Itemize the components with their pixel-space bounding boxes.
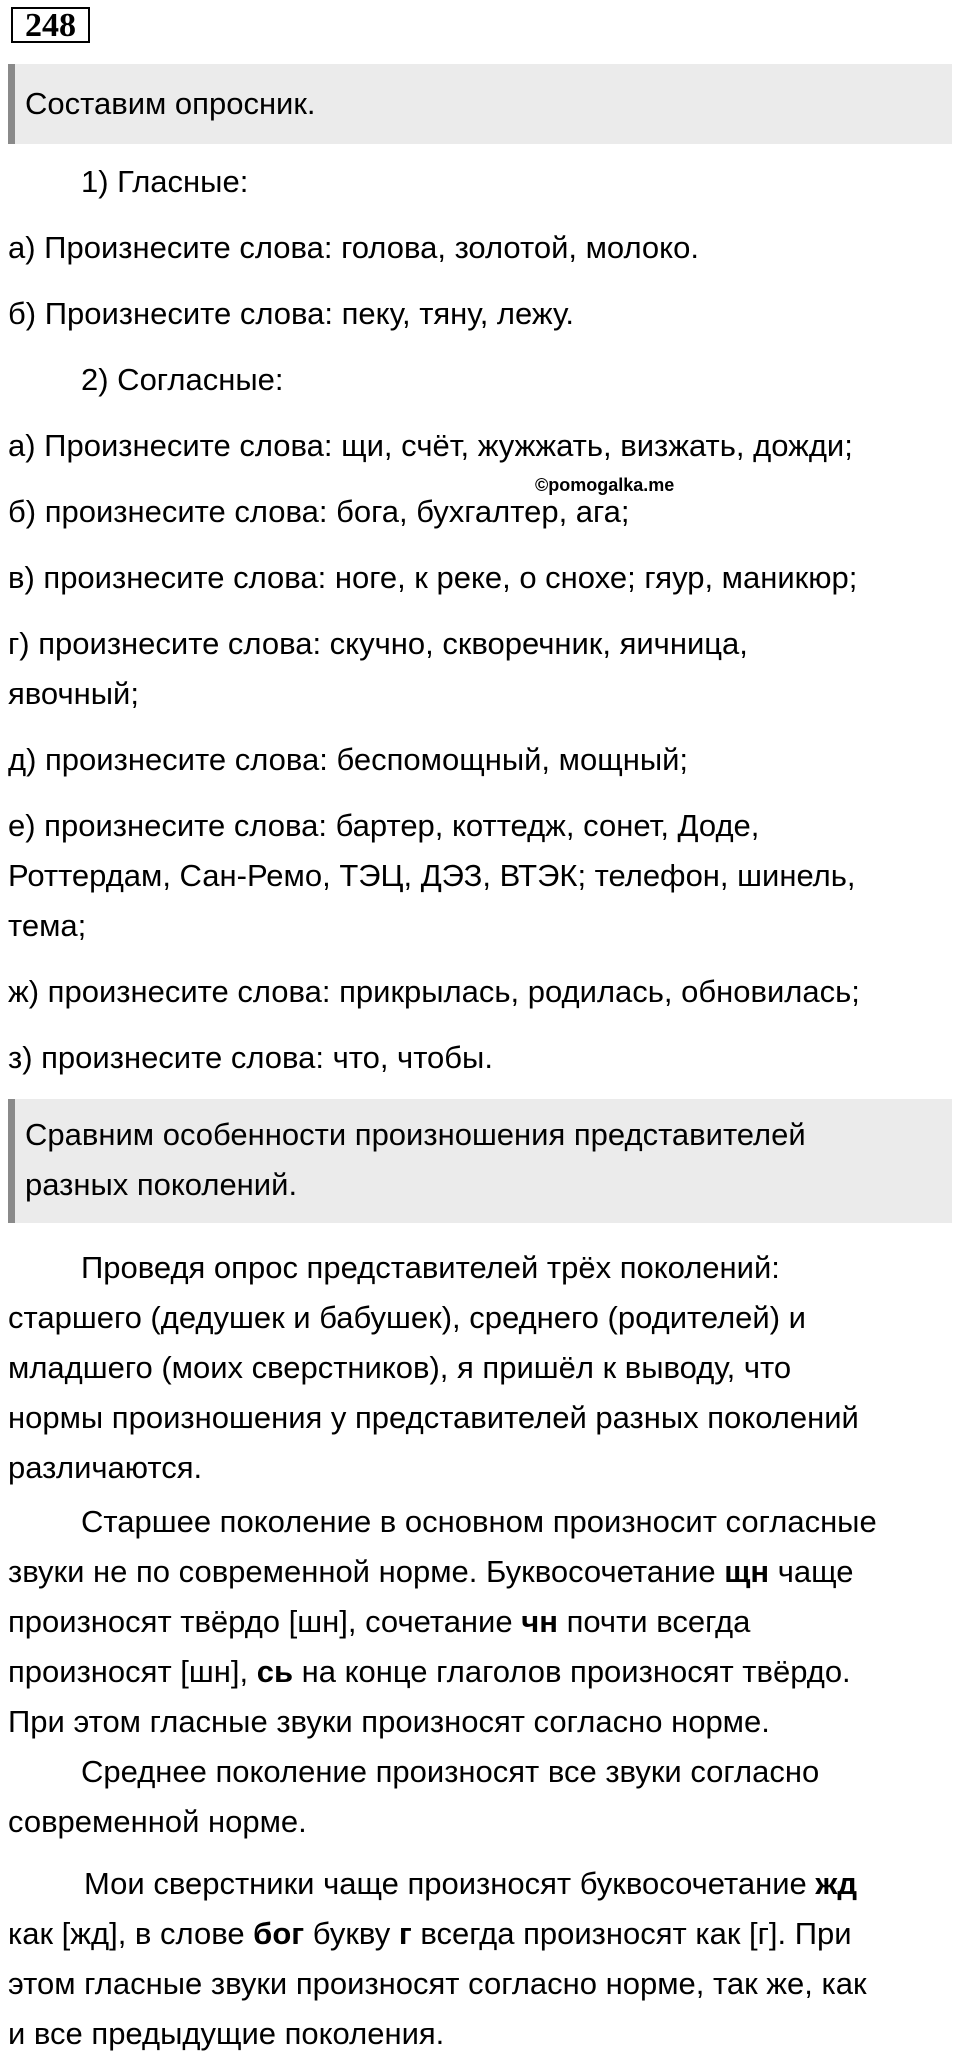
text-span: чаще: [769, 1554, 854, 1589]
section-box-comparison: [8, 1099, 952, 1223]
text-span: Мои сверстники чаще произносят буквосочетание: [84, 1866, 816, 1901]
paragraph-line: Проведя опрос представителей трёх поколений:: [81, 1250, 780, 1285]
paragraph-line: этом гласные звуки произносят согласно норме, так же, как: [8, 1966, 867, 2001]
text-span: букву: [304, 1916, 399, 1951]
survey-vowels-heading: 1) Гласные:: [81, 164, 249, 199]
bold-letters: г: [398, 1916, 412, 1951]
survey-item: б) Произнесите слова: пеку, тяну, лежу.: [8, 296, 574, 331]
bold-letters: щн: [724, 1554, 770, 1589]
survey-item: а) Произнесите слова: щи, счёт, жужжать, визжать, дожди;: [8, 428, 853, 463]
section-box-text: Сравним особенности произношения представителей: [25, 1117, 806, 1152]
paragraph-line: Среднее поколение произносят все звуки согласно: [81, 1754, 820, 1789]
paragraph-line: и все предыдущие поколения.: [8, 2016, 445, 2051]
survey-item: а) Произнесите слова: голова, золотой, молоко.: [8, 230, 699, 265]
task-number: 248: [11, 7, 90, 43]
text-span: произносят [шн],: [8, 1654, 257, 1689]
survey-consonants-heading: 2) Согласные:: [81, 362, 284, 397]
survey-item: Роттердам, Сан-Ремо, ТЭЦ, ДЭЗ, ВТЭК; телефон, шинель,: [8, 858, 856, 893]
bold-letters: чн: [521, 1604, 558, 1639]
paragraph-line: нормы произношения у представителей разных поколений: [8, 1400, 859, 1435]
survey-item: е) произнесите слова: бартер, коттедж, сонет, Доде,: [8, 808, 760, 843]
bold-letters: сь: [256, 1654, 294, 1689]
paragraph-line: При этом гласные звуки произносят согласно норме.: [8, 1704, 770, 1739]
survey-item: тема;: [8, 908, 87, 943]
section-box-survey: [8, 64, 952, 144]
paragraph-line: старшего (дедушек и бабушек), среднего (родителей) и: [8, 1300, 806, 1335]
survey-item: б) произнесите слова: бога, бухгалтер, ага;: [8, 494, 630, 529]
paragraph-line: [8, 1547, 854, 1596]
survey-item: д) произнесите слова: беспомощный, мощный;: [8, 742, 689, 777]
paragraph-line: младшего (моих сверстников), я пришёл к выводу, что: [8, 1350, 792, 1385]
watermark: ©pomogalka.me: [535, 475, 675, 495]
paragraph-line: [84, 1859, 857, 1908]
paragraph-line: различаются.: [8, 1450, 203, 1485]
survey-item: явочный;: [8, 676, 139, 711]
paragraph-line: современной норме.: [8, 1804, 307, 1839]
bold-letters: жд: [815, 1866, 858, 1901]
survey-item: в) произнесите слова: ноге, к реке, о снохе; гяур, маникюр;: [8, 560, 858, 595]
section-box-text: разных поколений.: [25, 1167, 298, 1202]
paragraph-line: Старшее поколение в основном произносит согласные: [81, 1504, 877, 1539]
text-span: почти всегда: [557, 1604, 751, 1639]
paragraph-line: [8, 1597, 750, 1646]
text-span: звуки не по современной норме. Буквосочетание: [8, 1554, 725, 1589]
text-span: как [жд], в слове: [8, 1916, 254, 1951]
survey-item: з) произнесите слова: что, чтобы.: [8, 1040, 493, 1075]
survey-item: ж) произнесите слова: прикрылась, родилась, обновилась;: [8, 974, 860, 1009]
text-span: произносят твёрдо [шн], сочетание: [8, 1604, 522, 1639]
text-span: всегда произносят как [г]. При: [411, 1916, 852, 1951]
paragraph-line: [8, 1909, 852, 1958]
text-span: на конце глаголов произносят твёрдо.: [293, 1654, 851, 1689]
bold-letters: бог: [253, 1916, 305, 1951]
section-box-text: Составим опросник.: [25, 86, 316, 121]
paragraph-line: [8, 1647, 851, 1696]
survey-item: г) произнесите слова: скучно, скворечник, яичница,: [8, 626, 748, 661]
